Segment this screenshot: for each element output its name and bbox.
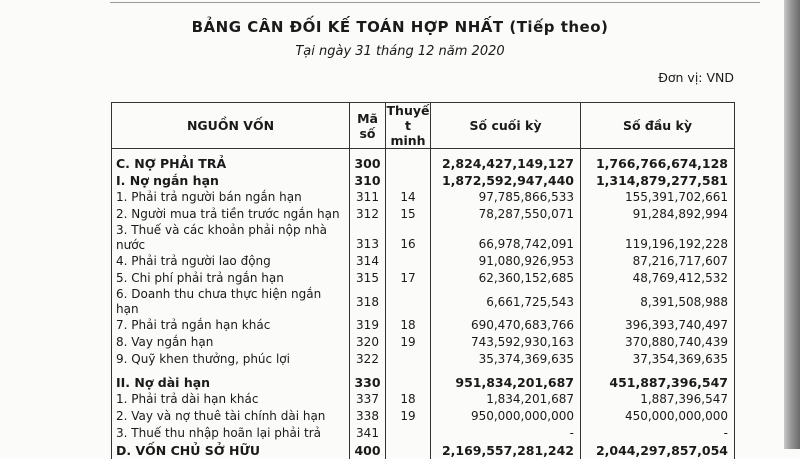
col-header-code: Mã số [350, 103, 386, 149]
currency-unit: Đơn vị: VND [658, 70, 734, 85]
table-row: II. Nợ dài hạn 330 951,834,201,687 451,887,396,547 [112, 374, 735, 391]
col-header-source: NGUỒN VỐN [112, 103, 350, 149]
page-edge-shadow [784, 0, 800, 449]
table-row: 3. Thuế thu nhập hoãn lại phải trả 341 - - [112, 425, 735, 442]
table-row: 4. Phải trả người lao động 314 91,080,926,953 87,216,717,607 [112, 253, 735, 270]
table-row: 2. Vay và nợ thuê tài chính dài hạn 338 19 950,000,000,000 450,000,000,000 [112, 408, 735, 425]
page-title: BẢNG CÂN ĐỐI KẾ TOÁN HỢP NHẤT (Tiếp theo) [191, 18, 609, 36]
table-row: 2. Người mua trả tiền trước ngắn hạn 312 15 78,287,550,071 91,284,892,994 [112, 206, 735, 223]
col-header-note: Thuyế t minh [386, 103, 430, 148]
table-row: 7. Phải trả ngắn hạn khác 319 18 690,470,683,766 396,393,740,497 [112, 317, 735, 334]
table-row: 1. Phải trả người bán ngắn hạn 311 14 97,785,866,533 155,391,702,661 [112, 189, 735, 206]
balance-sheet-table [111, 102, 735, 459]
top-rule [110, 2, 760, 3]
table-row: 6. Doanh thu chưa thực hiện ngắn hạn 318 6,661,725,543 8,391,508,988 [112, 287, 735, 317]
table-row: C. NỢ PHẢI TRẢ 300 2,824,427,149,127 1,766,766,674,128 [112, 155, 735, 172]
table-row: 3. Thuế và các khoản phải nộp nhà nước 313 16 66,978,742,091 119,196,192,228 [112, 223, 735, 253]
table-row: 1. Phải trả dài hạn khác 337 18 1,834,201,687 1,887,396,547 [112, 391, 735, 408]
col-header-end: Số cuối kỳ [431, 103, 581, 149]
table-row: 5. Chi phí phải trả ngắn hạn 315 17 62,360,152,685 48,769,412,532 [112, 270, 735, 287]
table-row: 8. Vay ngắn hạn 320 19 743,592,930,163 370,880,740,439 [112, 334, 735, 351]
table-row: I. Nợ ngắn hạn 310 1,872,592,947,440 1,314,879,277,581 [112, 172, 735, 189]
table-row: 9. Quỹ khen thưởng, phúc lợi 322 35,374,369,635 37,354,369,635 [112, 351, 735, 368]
table-header-row [112, 103, 735, 149]
report-date: Tại ngày 31 tháng 12 năm 2020 [295, 44, 505, 59]
col-header-begin: Số đầu kỳ [581, 103, 735, 149]
table-row: D. VỐN CHỦ SỞ HỮU 400 2,169,557,281,242 2,044,297,857,054 [112, 442, 735, 459]
